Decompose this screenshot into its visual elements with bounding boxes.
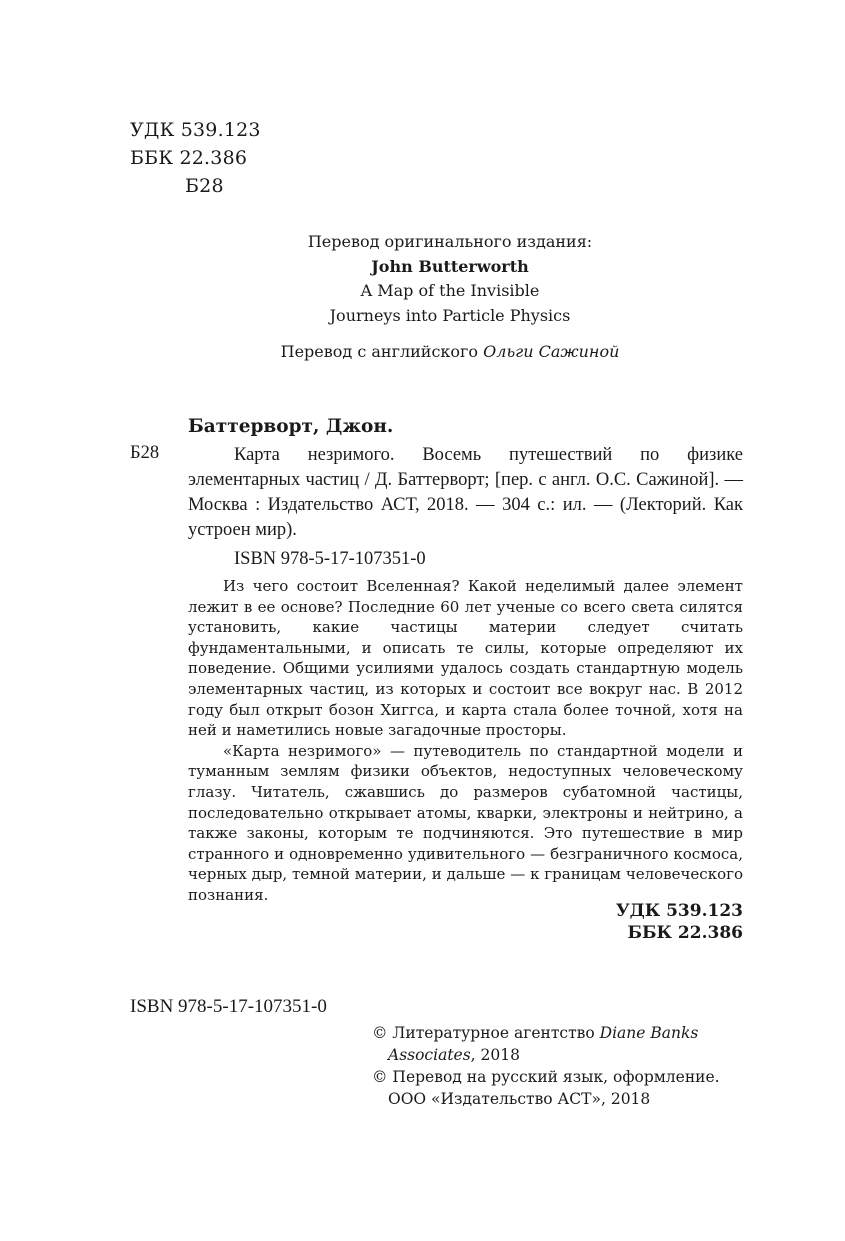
bibliographic-code: Б28	[130, 443, 160, 463]
copyright-agency-year: , 2018	[470, 1046, 520, 1064]
agency-name: Diane Banks Associates	[388, 1024, 699, 1064]
translation-credit	[200, 342, 700, 361]
bibliographic-isbn: ISBN 978-5-17-107351-0	[234, 549, 426, 569]
author-mark: Б28	[185, 175, 224, 197]
translator-name: Ольги Сажиной	[483, 342, 620, 361]
bibliographic-description-text: Карта незримого. Восемь путешествий по физике элементарных частиц / Д. Баттерворт; [пер. с англ. О.С. Сажиной]. — Москва : Издательство АСТ, 2018. — 304 с.: ил. — (Лекторий. Как устроен мир).	[188, 445, 743, 540]
bibliographic-description	[188, 443, 743, 543]
annotation	[188, 576, 743, 906]
original-edition-label: Перевод оригинального издания:	[307, 232, 593, 251]
bibliographic-author-heading: Баттерворт, Джон.	[188, 416, 394, 437]
copyright-agency-prefix: © Литературное агентство	[372, 1024, 600, 1042]
footer-classification-codes	[560, 900, 743, 944]
footer-isbn: ISBN 978-5-17-107351-0	[130, 996, 327, 1017]
footer-udk-code: УДК 539.123	[615, 901, 743, 921]
original-edition-block	[200, 230, 700, 328]
original-title-line1: A Map of the Invisible	[360, 281, 540, 300]
copyright-agency	[372, 1022, 752, 1066]
copyright-translation: © Перевод на русский язык, оформление. ООО «Издательство АСТ», 2018	[372, 1068, 720, 1108]
udk-code: УДК 539.123	[130, 119, 261, 141]
original-title-line2: Journeys into Particle Physics	[329, 305, 571, 325]
annotation-paragraph: «Карта незримого» — путеводитель по стандартной модели и туманным землям физики объектов, недоступных человеческому глазу. Читатель, сжавшись до размеров субатомной частицы, последовательно открывает атомы, кварки, электроны и нейтрино, а также законы, которым те подчиняются. Это путешествие в мир странного и одновременно удивительного — безграничного космоса, черных дыр, темной материи, и дальше — к границам человеческого познания.	[188, 741, 743, 904]
classification-codes	[130, 116, 261, 200]
bbk-code: ББК 22.386	[130, 147, 248, 169]
copyright-block	[372, 1022, 752, 1110]
footer-bbk-code: ББК 22.386	[627, 923, 743, 943]
annotation-paragraph: Из чего состоит Вселенная? Какой неделимый далее элемент лежит в ее основе? Последние 60 лет ученые со всего света силятся установить, какие частицы материи следует считать фундаментальными, и описать те силы, которые определяют их поведение. Общими усилиями удалось создать стандартную модель элементарных частиц, из которых и состоит все вокруг нас. В 2012 году был открыт бозон Хиггса, и карта стала более точной, хотя на ней и наметились новые загадочные просторы.	[188, 577, 743, 740]
translation-prefix: Перевод с английского	[280, 342, 484, 361]
original-author: John Butterworth	[371, 256, 529, 276]
